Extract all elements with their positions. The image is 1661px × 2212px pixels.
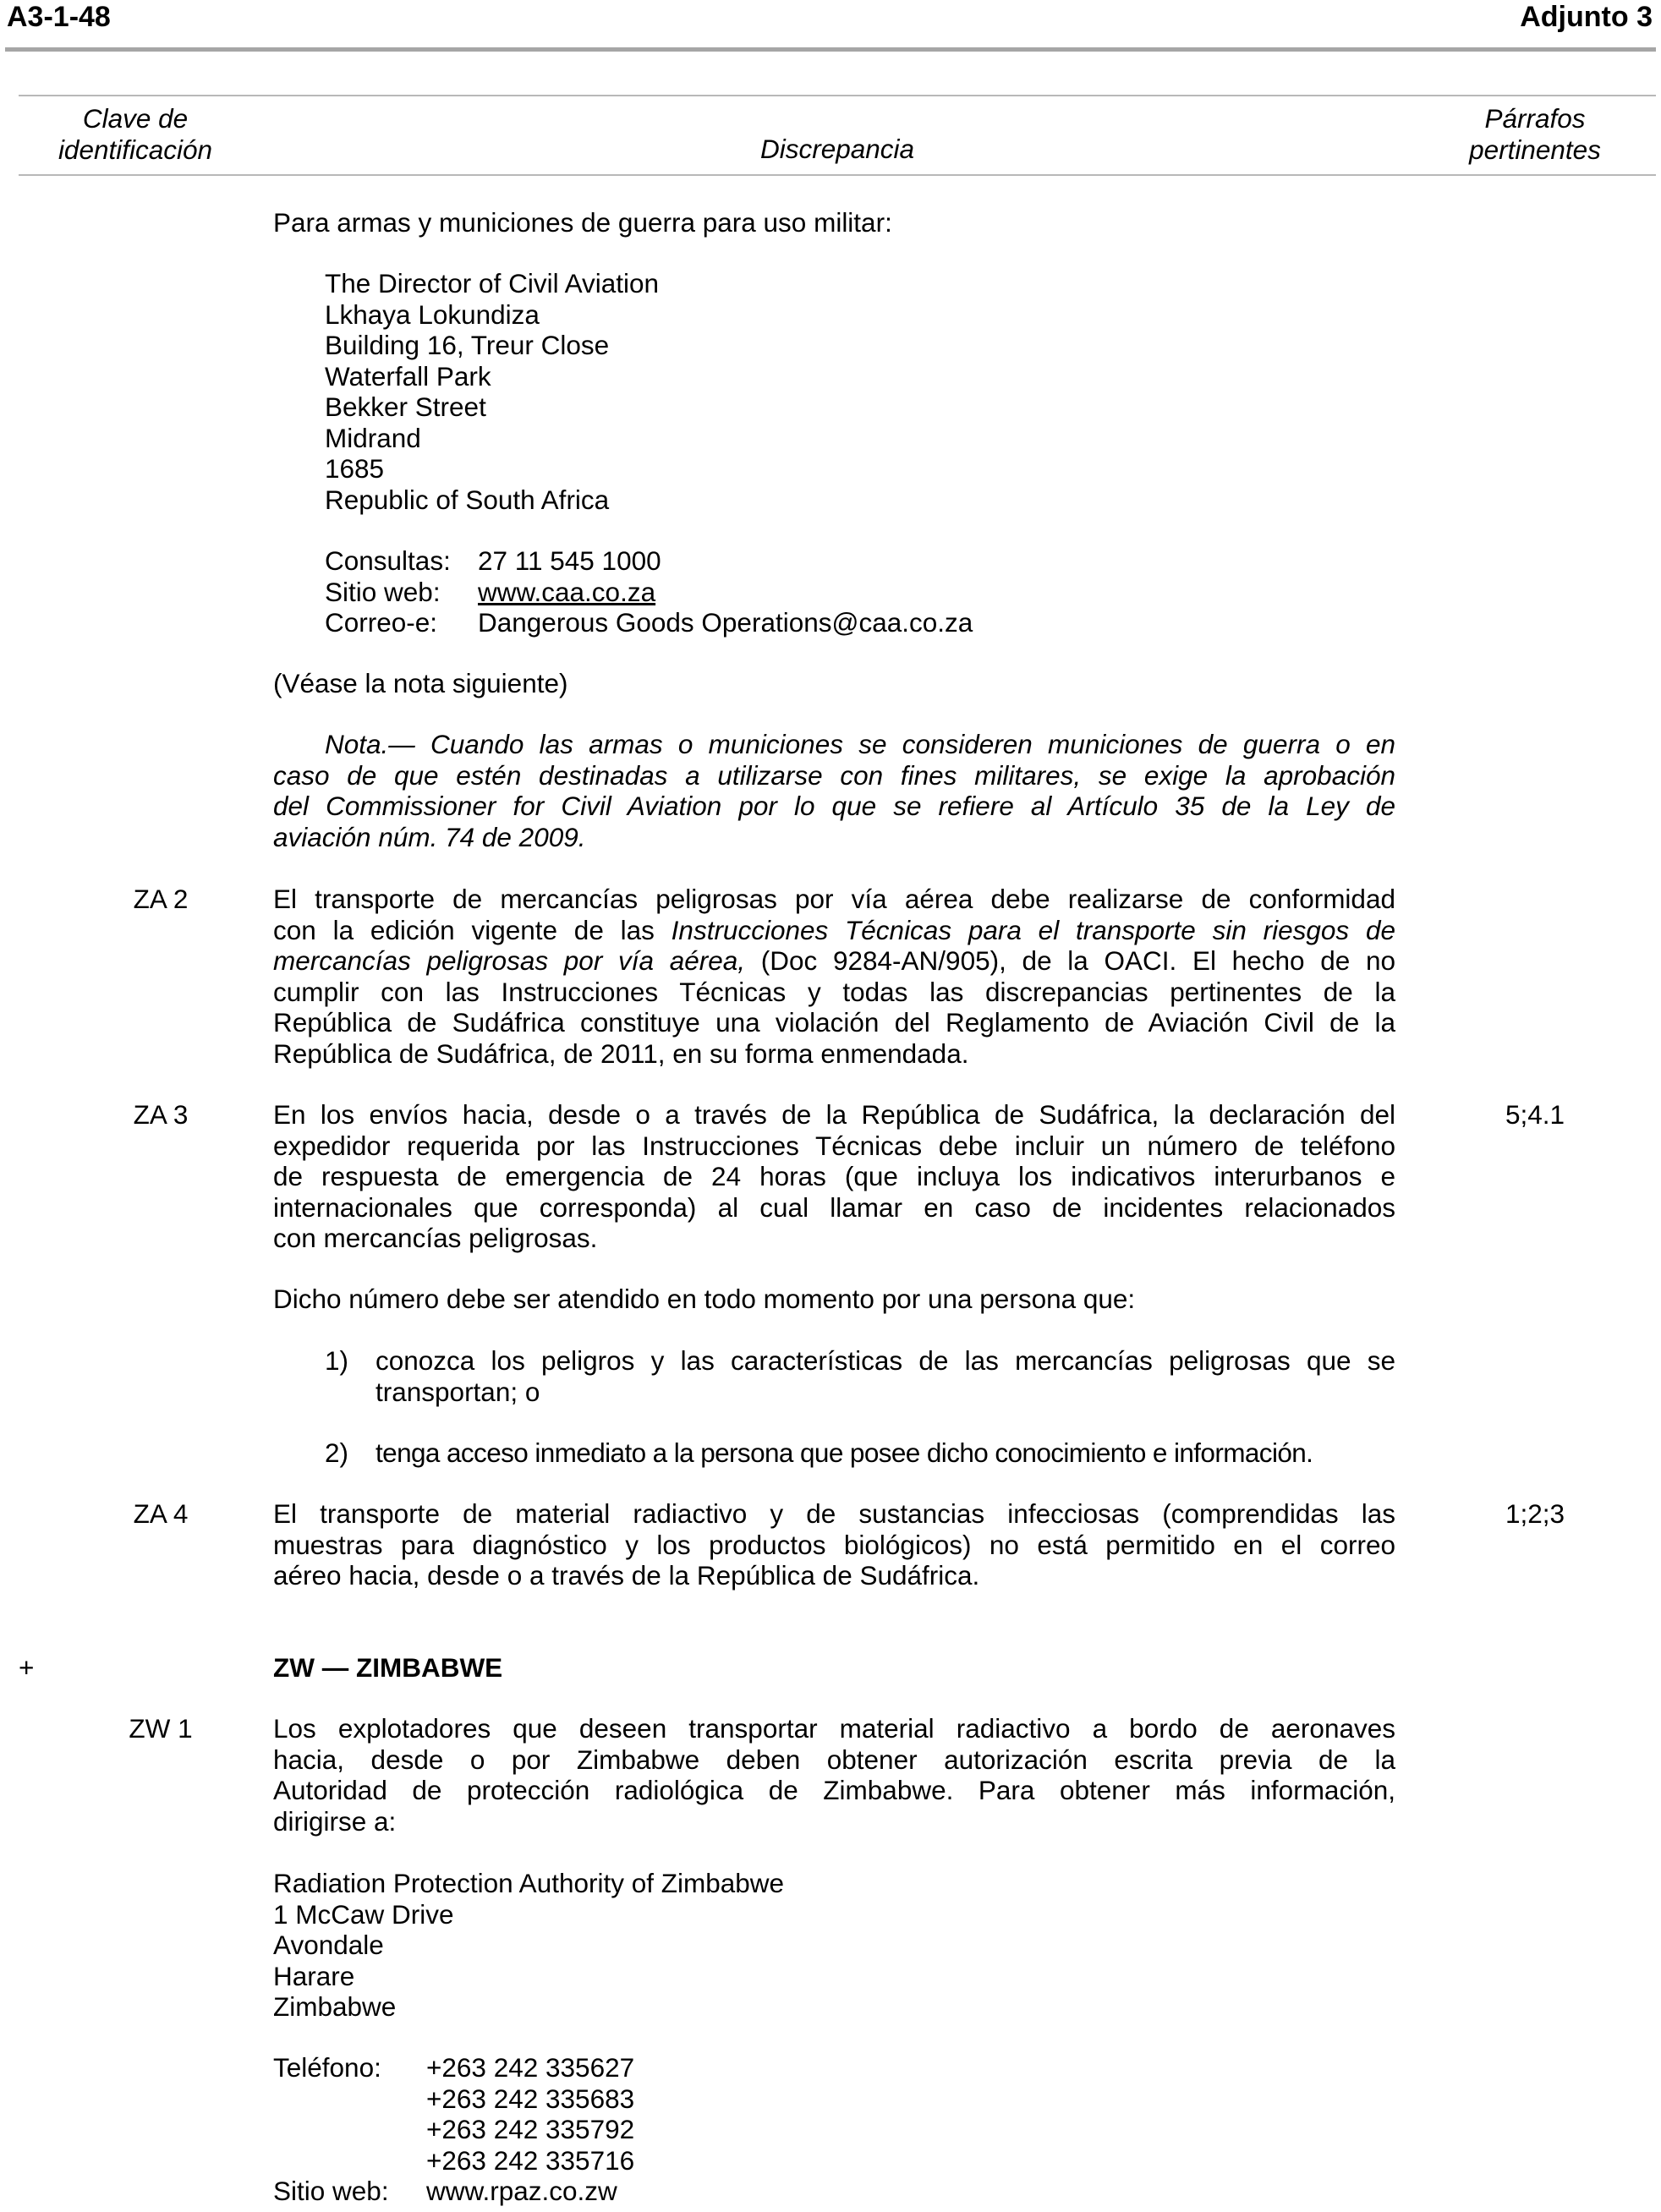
contact-enquiries: [325, 545, 973, 577]
address-line: 1 McCaw Drive: [273, 1898, 454, 1930]
za2-line: [273, 945, 1395, 977]
za2-line: República de Sudáfrica, de 2011, en su forma enmendada.: [273, 1038, 969, 1069]
column-header-para-line1: Párrafos: [1484, 103, 1586, 134]
za-address-block: [325, 268, 659, 515]
key-za2: ZA 2: [133, 884, 189, 914]
zw-web-label: Sitio web:: [273, 2176, 389, 2206]
za4-line: muestras para diagnóstico y los productos biológicos) no está permitido en el correo: [273, 1529, 1395, 1560]
key-za3: ZA 3: [133, 1099, 189, 1130]
za2-text: [273, 884, 1395, 1069]
phone-number: +263 242 335683: [426, 2083, 635, 2114]
contact-web: [325, 577, 973, 608]
key-za4: ZA 4: [133, 1498, 189, 1529]
page-id: A3-1-48: [7, 1, 111, 33]
za3-line: expedidor requerida por las Instrucciones Técnicas debe incluir un número de teléfono: [273, 1130, 1395, 1161]
note-line: del Commissioner for Civil Aviation por lo que se refiere al Artículo 35 de la Ley de: [273, 791, 1395, 821]
address-line: Lkhaya Lokundiza: [325, 298, 540, 330]
za3-text: [273, 1099, 1395, 1254]
za2-line: El transporte de mercancías peligrosas por vía aérea debe realizarse de conformidad: [273, 884, 1395, 914]
column-header-rule-top: [19, 95, 1656, 96]
para-za3: 5;4.1: [1505, 1099, 1565, 1130]
zw-web-value[interactable]: www.rpaz.co.zw: [426, 2176, 617, 2206]
phone-row: [273, 2083, 634, 2115]
web-label: Sitio web:: [325, 576, 441, 607]
header-rule: [5, 47, 1656, 52]
za3-intro2: Dicho número debe ser atendido en todo momento por una persona que:: [273, 1284, 1136, 1314]
za3-item1-line: transportan; o: [376, 1376, 540, 1407]
column-header-key-line1: Clave de: [82, 103, 189, 134]
address-line: Radiation Protection Authority of Zimbabwe: [273, 1868, 785, 1898]
za2-line3-plain: (Doc 9284-AN/905), de la OACI. El hecho de no: [745, 945, 1395, 976]
za2-line2-italic: Instrucciones Técnicas para el transporte sin riesgos de: [671, 914, 1395, 945]
address-line: Bekker Street: [325, 391, 486, 422]
za3-item2: tenga acceso inmediato a la persona que posee dicho conocimiento e información.: [376, 1437, 1313, 1468]
zw1-line: hacia, desde o por Zimbabwe deben obtener autorización escrita previa de la: [273, 1744, 1395, 1775]
zw-address-block: [273, 1868, 784, 2023]
column-header-key-line2: identificación: [58, 134, 213, 165]
za3-item1-line: conozca los peligros y las características de las mercancías peligrosas que se: [376, 1345, 1395, 1376]
phone-label: Teléfono:: [273, 2052, 381, 2083]
phone-row: [273, 2145, 634, 2176]
zw1-text: [273, 1713, 1395, 1837]
column-header-discrepancy: Discrepancia: [759, 134, 915, 164]
column-header-paragraphs: [1421, 103, 1649, 165]
zw1-line: Autoridad de protección radiológica de Zimbabwe. Para obtener más información,: [273, 1775, 1395, 1805]
za3-line: En los envíos hacia, desde o a través de la República de Sudáfrica, la declaración del: [273, 1099, 1395, 1130]
za2-line: República de Sudáfrica constituye una violación del Reglamento de Aviación Civil de la: [273, 1007, 1395, 1038]
address-line: Avondale: [273, 1930, 384, 1960]
za4-line: aéreo hacia, desde o a través de la República de Sudáfrica.: [273, 1560, 980, 1591]
note-line: aviación núm. 74 de 2009.: [273, 821, 586, 852]
za-contact-block: [325, 545, 973, 638]
address-line: 1685: [325, 453, 385, 484]
za2-line3-italic: mercancías peligrosas por vía aérea,: [273, 945, 746, 976]
za-military-intro: Para armas y municiones de guerra para uso militar:: [273, 207, 892, 238]
para-za4: 1;2;3: [1505, 1498, 1565, 1529]
web-link[interactable]: www.caa.co.za: [478, 576, 656, 607]
note-line: caso de que estén destinadas a utilizarse con fines militares, se exige la aprobación: [273, 759, 1395, 791]
enquiries-label: Consultas:: [325, 545, 451, 576]
address-line: The Director of Civil Aviation: [325, 268, 660, 298]
column-header-rule-bottom: [19, 174, 1656, 176]
email-label: Correo-e:: [325, 607, 438, 638]
za2-line: cumplir con las Instrucciones Técnicas y todas las discrepancias pertinentes de la: [273, 976, 1395, 1007]
address-line: Building 16, Treur Close: [325, 330, 610, 360]
note-line: Nota.— Cuando las armas o municiones se consideren municiones de guerra o en: [325, 729, 1395, 759]
address-line: Harare: [273, 1960, 355, 1991]
zw1-line: dirigirse a:: [273, 1805, 397, 1837]
zw-heading: ZW — ZIMBABWE: [273, 1652, 503, 1683]
key-zw1: ZW 1: [129, 1713, 193, 1744]
za4-line: El transporte de material radiactivo y de sustancias infecciosas (comprendidas las: [273, 1498, 1395, 1529]
email-value: Dangerous Goods Operations@caa.co.za: [478, 607, 973, 638]
phone-number: +263 242 335792: [426, 2114, 635, 2144]
za4-text: [273, 1498, 1395, 1591]
phone-row: [273, 2114, 634, 2145]
column-header-key: [34, 103, 237, 165]
address-line: Waterfall Park: [325, 360, 491, 391]
za3-item1: [376, 1345, 1395, 1407]
phone-number: +263 242 335716: [426, 2144, 635, 2176]
za2-line: [273, 915, 1395, 946]
za3-line: con mercancías peligrosas.: [273, 1223, 598, 1253]
za3-line: internacionales que corresponda) al cual llamar en caso de incidentes relacionados: [273, 1191, 1395, 1223]
za3-item1-number: 1): [325, 1345, 349, 1376]
phone-row: [273, 2052, 634, 2083]
za-note: [273, 729, 1395, 852]
zw-contact-block: [273, 2052, 634, 2207]
address-line: Midrand: [325, 422, 421, 453]
annex-label: Adjunto 3: [1520, 1, 1653, 33]
za3-item2-number: 2): [325, 1437, 349, 1468]
contact-email: [325, 607, 973, 638]
za-see-note: (Véase la nota siguiente): [273, 668, 568, 698]
address-line: Zimbabwe: [273, 1991, 397, 2022]
za3-line: de respuesta de emergencia de 24 horas (que incluya los indicativos interurbanos e: [273, 1161, 1395, 1191]
za2-line2-plain: con la edición vigente de las: [273, 914, 672, 945]
column-header-para-line2: pertinentes: [1469, 134, 1601, 165]
change-mark: +: [19, 1652, 35, 1683]
enquiries-value: 27 11 545 1000: [478, 545, 661, 576]
zw1-line: Los explotadores que deseen transportar material radiactivo a bordo de aeronaves: [273, 1713, 1395, 1744]
address-line: Republic of South Africa: [325, 484, 610, 515]
web-row: [273, 2176, 634, 2207]
phone-number: +263 242 335627: [426, 2052, 635, 2083]
